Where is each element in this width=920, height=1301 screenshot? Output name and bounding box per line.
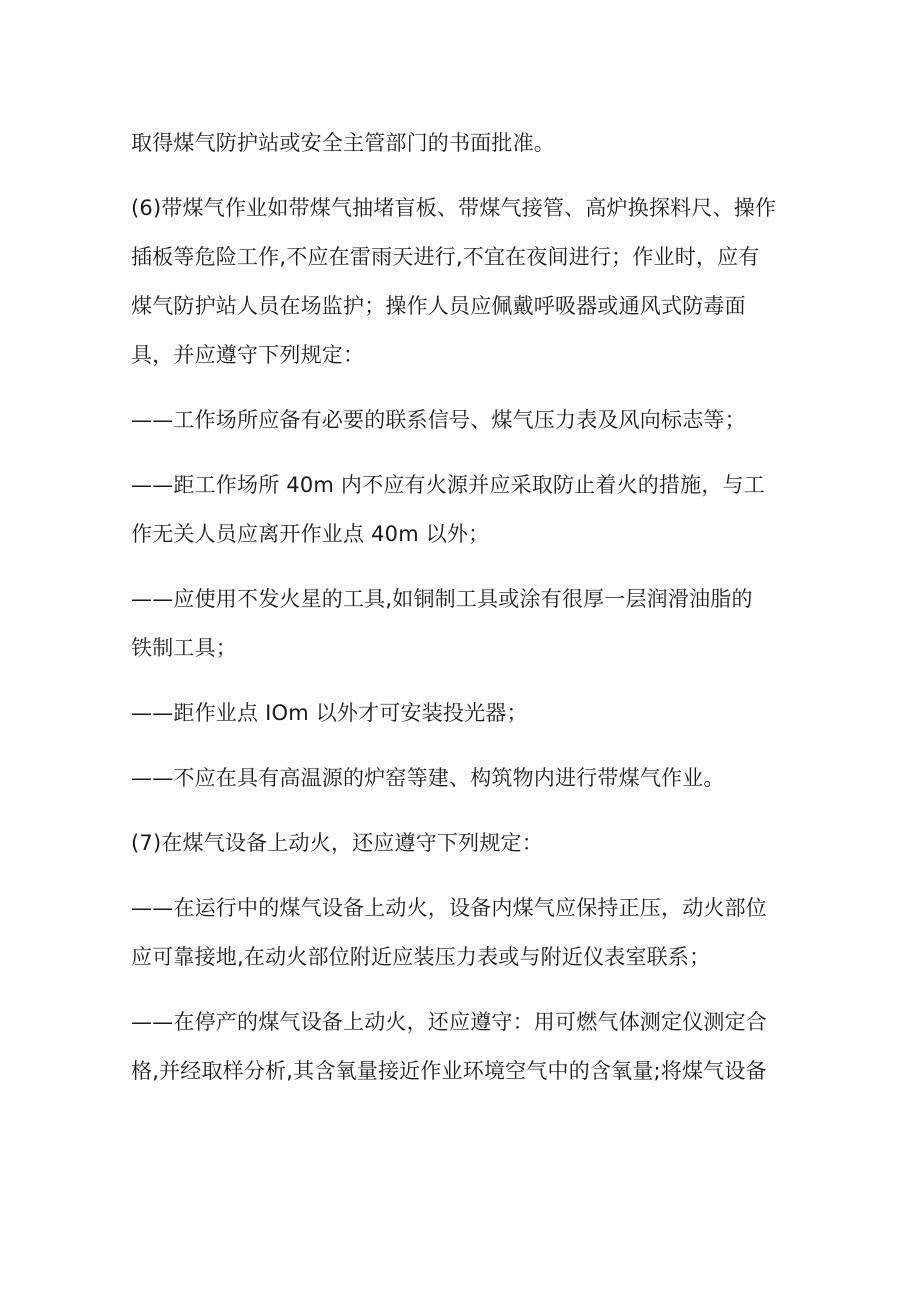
text-line-10: 铁制工具； <box>131 636 237 660</box>
text-line-3: 插板等危险工作,不应在雷雨天进行,不宜在夜间进行；作业时，应有 <box>131 245 760 269</box>
text-line-5: 具，并应遵守下列规定： <box>131 343 365 367</box>
text-line-8: 作无关人员应离开作业点 40m 以外； <box>131 522 490 546</box>
text-line-12: ——不应在具有高温源的炉窑等建、构筑物内进行带煤气作业。 <box>131 766 725 790</box>
text-line-2: (6)带煤气作业如带煤气抽堵盲板、带煤气接管、高炉换探料尺、操作 <box>131 196 777 220</box>
text-line-15: 应可靠接地,在动火部位附近应装压力表或与附近仪表室联系； <box>131 945 711 969</box>
text-line-7: ——距工作场所 40m 内不应有火源并应采取防止着火的措施，与工 <box>131 473 765 497</box>
text-line-16: ——在停产的煤气设备上动火，还应遵守：用可燃气体测定仪测定合 <box>131 1010 767 1034</box>
text-line-13: (7)在煤气设备上动火，还应遵守下列规定： <box>131 831 543 855</box>
text-line-14: ——在运行中的煤气设备上动火，设备内煤气应保持正压，动火部位 <box>131 896 767 920</box>
text-line-17: 格,并经取样分析,其含氧量接近作业环境空气中的含氧量;将煤气设备 <box>131 1059 767 1083</box>
text-line-6: ——工作场所应备有必要的联系信号、煤气压力表及风向标志等； <box>131 408 746 432</box>
text-line-11: ——距作业点 IOm 以外才可安装投光器； <box>131 701 528 725</box>
text-line-9: ——应使用不发火星的工具,如铜制工具或涂有很厚一层润滑油脂的 <box>131 587 753 611</box>
text-line-4: 煤气防护站人员在场监护；操作人员应佩戴呼吸器或通风式防毒面 <box>131 294 746 318</box>
text-line-1: 取得煤气防护站或安全主管部门的书面批准。 <box>131 131 555 155</box>
